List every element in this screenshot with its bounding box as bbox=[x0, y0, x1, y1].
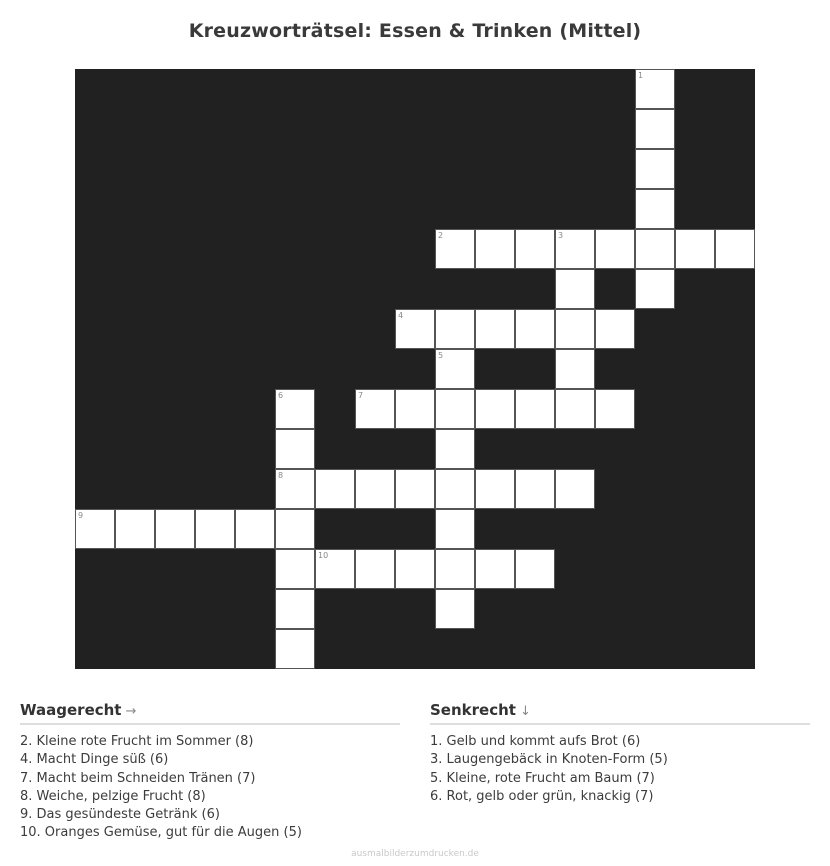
clue-item: 5. Kleine, rote Frucht am Baum (7) bbox=[430, 770, 655, 786]
crossword-cell[interactable] bbox=[595, 229, 635, 269]
crossword-cell[interactable] bbox=[715, 229, 755, 269]
crossword-cell[interactable] bbox=[555, 269, 595, 309]
across-header bbox=[20, 701, 400, 725]
crossword-cell[interactable] bbox=[635, 69, 675, 109]
cell-number: 6 bbox=[278, 391, 284, 400]
down-clues-column bbox=[430, 701, 810, 806]
clue-item: 8. Weiche, pelzige Frucht (8) bbox=[20, 788, 206, 804]
crossword-cell[interactable] bbox=[435, 509, 475, 549]
crossword-cell[interactable] bbox=[635, 149, 675, 189]
cell-number: 5 bbox=[438, 351, 444, 360]
clue-item: 3. Laugengebäck in Knoten-Form (5) bbox=[430, 752, 668, 768]
crossword-cell[interactable] bbox=[635, 229, 675, 269]
down-header-label: Senkrecht bbox=[430, 701, 516, 719]
across-clues-column bbox=[20, 701, 400, 843]
cell-number: 10 bbox=[318, 551, 329, 560]
crossword-cell[interactable] bbox=[515, 229, 555, 269]
crossword-cell[interactable] bbox=[275, 429, 315, 469]
down-arrow-icon: ↓ bbox=[519, 704, 531, 719]
crossword-cell[interactable] bbox=[355, 389, 395, 429]
crossword-cell[interactable] bbox=[155, 509, 195, 549]
crossword-cell[interactable] bbox=[555, 229, 595, 269]
down-clue-list bbox=[430, 733, 810, 806]
clue-item: 2. Kleine rote Frucht im Sommer (8) bbox=[20, 734, 254, 749]
crossword-cell[interactable] bbox=[555, 309, 595, 349]
cell-number: 7 bbox=[358, 391, 364, 400]
crossword-grid bbox=[75, 69, 755, 669]
crossword-cell[interactable] bbox=[635, 269, 675, 309]
crossword-cell[interactable] bbox=[435, 589, 475, 629]
crossword-cell[interactable] bbox=[555, 469, 595, 509]
clue-item: 7. Macht beim Schneiden Tränen (7) bbox=[20, 770, 256, 786]
crossword-cell[interactable] bbox=[395, 309, 435, 349]
crossword-cell[interactable] bbox=[475, 309, 515, 349]
crossword-cell[interactable] bbox=[435, 229, 475, 269]
crossword-cell[interactable] bbox=[395, 469, 435, 509]
down-header bbox=[430, 701, 810, 725]
crossword-cell[interactable] bbox=[435, 469, 475, 509]
crossword-cell[interactable] bbox=[275, 549, 315, 589]
crossword-cell[interactable] bbox=[435, 349, 475, 389]
crossword-cell[interactable] bbox=[275, 469, 315, 509]
cell-number: 4 bbox=[398, 311, 404, 320]
crossword-cell[interactable] bbox=[235, 509, 275, 549]
crossword-cell[interactable] bbox=[315, 469, 355, 509]
crossword-cell[interactable] bbox=[75, 509, 115, 549]
crossword-cell[interactable] bbox=[395, 549, 435, 589]
crossword-cell[interactable] bbox=[475, 389, 515, 429]
clue-item: 6. Rot, gelb oder grün, knackig (7) bbox=[430, 788, 654, 804]
crossword-cell[interactable] bbox=[395, 389, 435, 429]
crossword-cell[interactable] bbox=[275, 589, 315, 629]
clue-item: 10. Oranges Gemüse, gut für die Augen (5) bbox=[20, 825, 302, 841]
crossword-cell[interactable] bbox=[515, 389, 555, 429]
crossword-cell[interactable] bbox=[275, 629, 315, 669]
crossword-cell[interactable] bbox=[355, 469, 395, 509]
page-title: Kreuzworträtsel: Essen & Trinken (Mittel) bbox=[188, 20, 642, 42]
crossword-cell[interactable] bbox=[595, 389, 635, 429]
cell-number: 8 bbox=[278, 471, 284, 480]
crossword-cell[interactable] bbox=[275, 389, 315, 429]
crossword-cell[interactable] bbox=[435, 549, 475, 589]
crossword-cell[interactable] bbox=[355, 549, 395, 589]
crossword-cell[interactable] bbox=[675, 229, 715, 269]
clue-item: 9. Das gesündeste Getränk (6) bbox=[20, 807, 220, 823]
cell-number: 1 bbox=[638, 71, 644, 80]
clue-item: 1. Gelb und kommt aufs Brot (6) bbox=[430, 734, 641, 749]
crossword-cell[interactable] bbox=[195, 509, 235, 549]
crossword-cell[interactable] bbox=[275, 509, 315, 549]
crossword-cell[interactable] bbox=[515, 309, 555, 349]
crossword-cell[interactable] bbox=[475, 229, 515, 269]
cell-number: 3 bbox=[558, 231, 564, 240]
crossword-cell[interactable] bbox=[595, 309, 635, 349]
footer-watermark: ausmalbilderzumdrucken.de bbox=[351, 849, 479, 859]
crossword-cell[interactable] bbox=[555, 389, 595, 429]
across-header-label: Waagerecht bbox=[20, 701, 122, 719]
crossword-cell[interactable] bbox=[515, 549, 555, 589]
crossword-cell[interactable] bbox=[435, 389, 475, 429]
across-clue-list bbox=[20, 733, 400, 843]
right-arrow-icon: → bbox=[125, 704, 137, 719]
crossword-cell[interactable] bbox=[555, 349, 595, 389]
clue-item: 4. Macht Dinge süß (6) bbox=[20, 752, 169, 768]
cell-number: 2 bbox=[438, 231, 444, 240]
crossword-cell[interactable] bbox=[635, 109, 675, 149]
crossword-cell[interactable] bbox=[435, 309, 475, 349]
cell-number: 9 bbox=[78, 511, 84, 520]
crossword-cell[interactable] bbox=[115, 509, 155, 549]
crossword-cell[interactable] bbox=[435, 429, 475, 469]
crossword-cell[interactable] bbox=[515, 469, 555, 509]
crossword-cell[interactable] bbox=[475, 549, 515, 589]
crossword-cell[interactable] bbox=[475, 469, 515, 509]
crossword-cell[interactable] bbox=[635, 189, 675, 229]
crossword-cell[interactable] bbox=[315, 549, 355, 589]
